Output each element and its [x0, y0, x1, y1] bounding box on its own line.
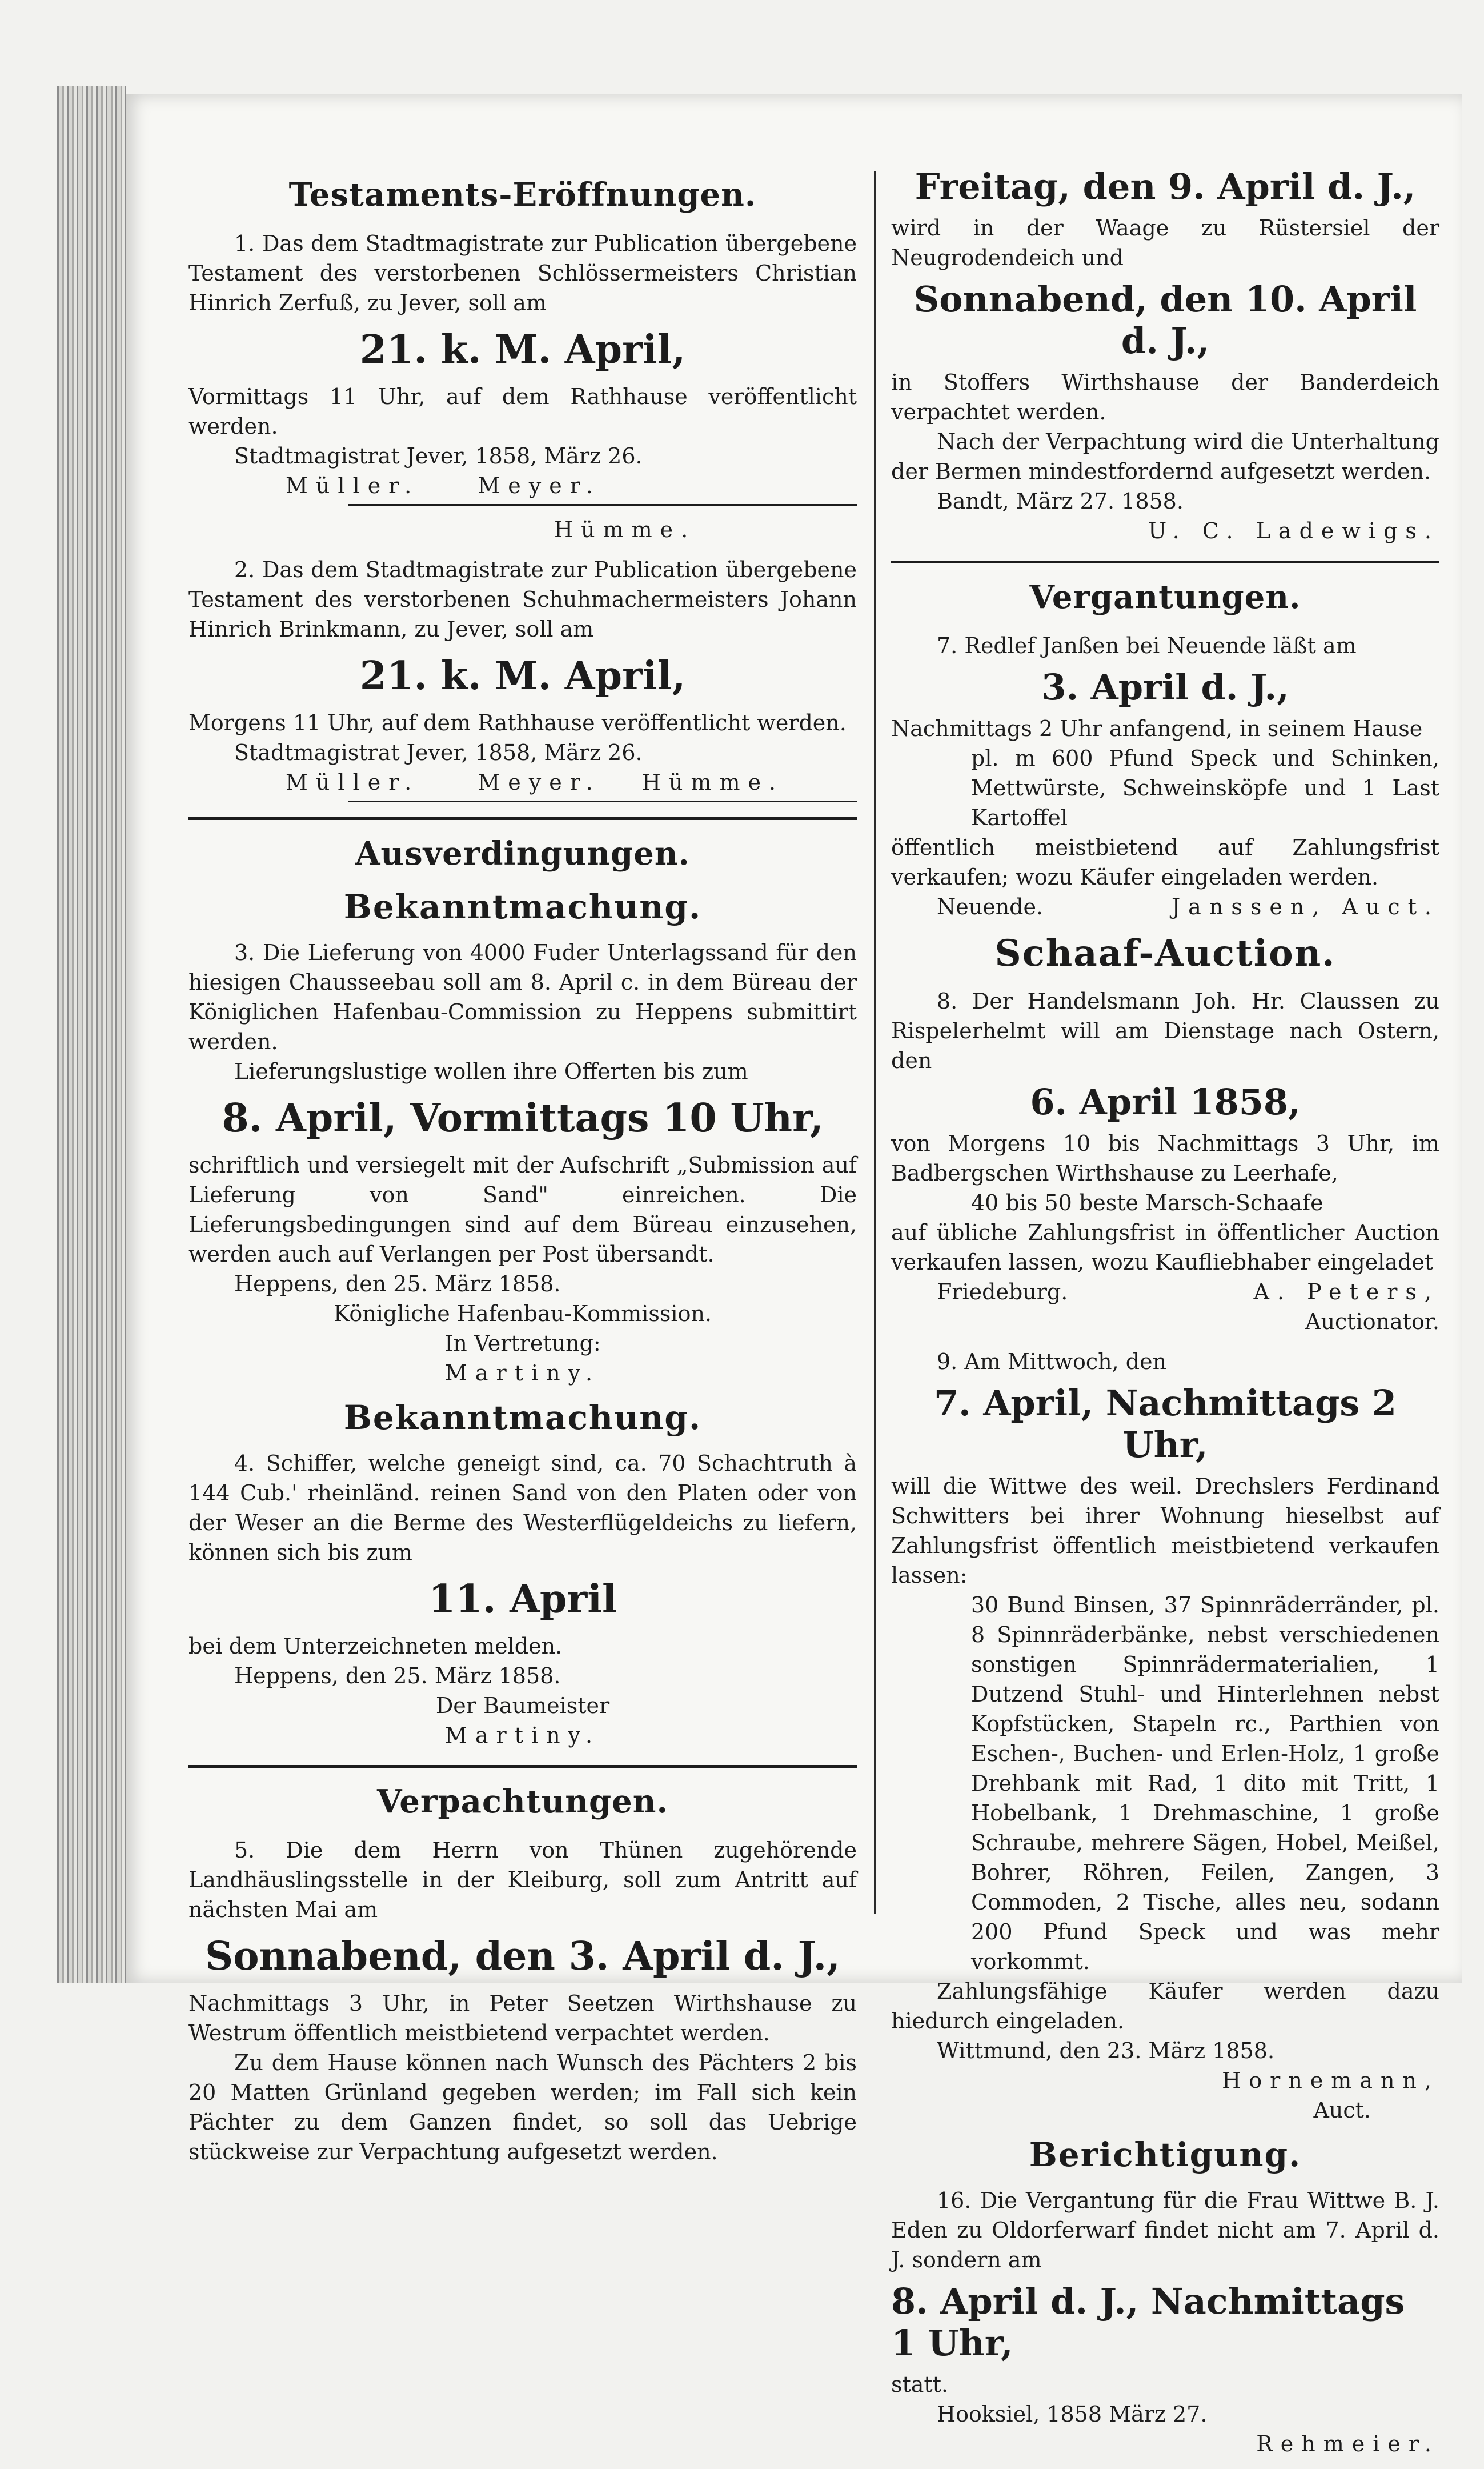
- notice-9: [891, 1347, 1439, 2125]
- column-divider: [874, 171, 876, 1914]
- notice-text: 7. Redlef Janßen bei Neuende läßt am: [937, 633, 1357, 658]
- signature: Rehmeier.: [1256, 2431, 1439, 2456]
- notice-date: 7. April, Nachmittags 2 Uhr,: [934, 1382, 1397, 1466]
- notice-repr: In Vertretung:: [444, 1331, 601, 1356]
- signature-rule: [348, 801, 857, 802]
- signature: Müller.: [286, 473, 420, 498]
- section-heading-verpachtungen: Verpachtungen.: [377, 1783, 668, 1820]
- notice-text: schriftlich und versiegelt mit der Aufschrift „Submission auf Lieferung von Sand" einreichen. Die Lieferungsbedingungen sind auf dem Büreau einzusehen, werden auch auf Verlangen per Post übersandt.: [188, 1153, 857, 1267]
- item-list: [891, 1188, 1439, 1218]
- notice-text: 9. Am Mittwoch, den: [937, 1349, 1167, 1374]
- notice-7: [891, 631, 1439, 922]
- notice-text: Vormittags 11 Uhr, auf dem Rathhause veröffentlicht werden.: [188, 384, 857, 439]
- notice-4: [188, 1448, 857, 1750]
- notice-text: Nachmittags 3 Uhr, in Peter Seetzen Wirthshause zu Westrum öffentlich meistbietend verpachtet werden.: [188, 1991, 857, 2046]
- bekanntmachung-heading: Bekanntmachung.: [343, 887, 702, 926]
- notice-place: Wittmund, den 23. März 1858.: [937, 2038, 1275, 2063]
- notice-8: [891, 986, 1439, 1336]
- berichtigung-heading: Berichtigung.: [1029, 2135, 1302, 2174]
- notice-date: 8. April d. J., Nachmittags 1 Uhr,: [891, 2280, 1405, 2364]
- items-text: pl. m 600 Pfund Speck und Schinken, Mettwürste, Schweinsköpfe und 1 Last Kartoffel: [971, 746, 1439, 830]
- signature-row: [891, 1277, 1439, 1307]
- notice-16: [891, 2186, 1439, 2459]
- notice-text: 4. Schiffer, welche geneigt sind, ca. 70 Schachtruth à 144 Cub.' rheinländ. reinen Sand von den Platen oder von der Weser an die Berme des Westerflügeldeichs zu liefern, können sich bis zum: [188, 1451, 857, 1565]
- signature-rule: [348, 504, 857, 506]
- items-text: 30 Bund Binsen, 37 Spinnräderränder, pl. 8 Spinnräderbänke, nebst verschiedenen sonstigen Spinnrädermaterialien, 1 Dutzend Stuhl- und Hinterlehnen nebst Kopfstücken, Stapeln rc., Parthien von Eschen-, Buchen- und Erlen-Holz, 1 große Drehbank mit Rad, 1 dito mit Tritt, 1 Hobelbank, 1 Drehmaschine, 1 große Schraube, mehrere Sägen, Hobel, Meißel, Bohrer, Röhren, Feilen, Zangen, 3 Commoden, 2 Tische, alles neu, sodann 200 Pfund Speck und was mehr vorkommt.: [971, 1592, 1439, 1974]
- notice-date: 21. k. M. April,: [359, 327, 686, 373]
- notice-text: will die Wittwe des weil. Drechslers Ferdinand Schwitters bei ihrer Wohnung hieselbst auf Zahlungsfrist öffentlich meistbietend verkaufen lassen:: [891, 1474, 1439, 1588]
- notice-1: [188, 229, 857, 545]
- bekanntmachung-heading: Bekanntmachung.: [343, 1398, 702, 1437]
- items-text: 40 bis 50 beste Marsch-Schaafe: [971, 1190, 1323, 1215]
- signature-title: Auctionator.: [1305, 1309, 1439, 1334]
- notice-place: Heppens, den 25. März 1858.: [234, 1271, 561, 1296]
- notice-place: Heppens, den 25. März 1858.: [234, 1663, 561, 1688]
- notice-org: Der Baumeister: [435, 1693, 610, 1718]
- notice-place: Friedeburg.: [937, 1279, 1068, 1304]
- item-list: [891, 743, 1439, 833]
- right-column: [891, 160, 1439, 2469]
- notice-org: Königliche Hafenbau-Kommission.: [334, 1301, 712, 1326]
- signature: Janssen, Auct.: [1171, 894, 1439, 919]
- notice-date: Freitag, den 9. April d. J.,: [915, 166, 1416, 207]
- schaaf-auction-heading: Schaaf-Auction.: [994, 932, 1336, 975]
- notice-text: öffentlich meistbietend auf Zahlungsfrist verkaufen; wozu Käufer eingeladen werden.: [891, 835, 1439, 890]
- section-heading-ausverdingungen: Ausverdingungen.: [355, 835, 691, 873]
- notice-text: Morgens 11 Uhr, auf dem Rathhause veröffentlicht werden.: [188, 710, 847, 735]
- notice-date: Sonnabend, den 3. April d. J.,: [205, 1934, 840, 1979]
- notice-6-continued: [891, 166, 1439, 546]
- notice-text: 2. Das dem Stadtmagistrate zur Publication übergebene Testament des verstorbenen Schuhmachermeisters Johann Hinrich Brinkmann, zu Jever, soll am: [188, 557, 857, 642]
- notice-text: 1. Das dem Stadtmagistrate zur Publication übergebene Testament des verstorbenen Schlössermeisters Christian Hinrich Zerfuß, zu Jever, soll am: [188, 231, 857, 315]
- signature: U. C. Ladewigs.: [1148, 518, 1439, 543]
- notice-place: Hooksiel, 1858 März 27.: [937, 2402, 1208, 2427]
- item-list: [891, 1590, 1439, 1976]
- notice-text: 16. Die Vergantung für die Frau Wittwe B. J. Eden zu Oldorferwarf findet nicht am 7. April d. J. sondern am: [891, 2188, 1439, 2272]
- signature: Meyer.: [478, 473, 601, 498]
- signature-row: [188, 471, 857, 501]
- notice-date: 6. April 1858,: [1030, 1081, 1301, 1123]
- section-heading-vergantungen: Vergantungen.: [1029, 578, 1301, 616]
- notice-text: auf übliche Zahlungsfrist in öffentlicher Auction verkaufen lassen, wozu Kaufliebhaber eingeladet: [891, 1220, 1439, 1275]
- left-column: [188, 166, 857, 2177]
- notice-text: wird in der Waage zu Rüstersiel der Neugrodendeich und: [891, 215, 1439, 270]
- section-rule: [891, 561, 1439, 563]
- signature-title: Auct.: [1313, 2098, 1371, 2123]
- notice-text: in Stoffers Wirthshause der Banderdeich verpachtet werden.: [891, 370, 1439, 425]
- signature: Müller.: [286, 770, 420, 795]
- section-rule: [188, 1765, 857, 1768]
- signature: Meyer.: [478, 770, 601, 795]
- section-heading-testaments: Testaments-Eröffnungen.: [288, 176, 757, 214]
- notice-place: Stadtmagistrat Jever, 1858, März 26.: [234, 740, 643, 765]
- signature: Hornemann,: [1222, 2068, 1439, 2093]
- notice-text: Nachmittags 2 Uhr anfangend, in seinem Hause: [891, 716, 1423, 741]
- notice-text: Zahlungsfähige Käufer werden dazu hiedurch eingeladen.: [891, 1979, 1439, 2034]
- notice-text: von Morgens 10 bis Nachmittags 3 Uhr, im Badbergschen Wirthshause zu Leerhafe,: [891, 1131, 1439, 1186]
- notice-text: Zu dem Hause können nach Wunsch des Pächters 2 bis 20 Matten Grünland gegeben werden; im Fall sich kein Pächter zu dem Ganzen findet, so soll das Uebrige stückweise zur Verpachtung aufgesetzt werden.: [188, 2050, 857, 2164]
- notice-date: 8. April, Vormittags 10 Uhr,: [222, 1095, 824, 1141]
- signature: Hümme.: [641, 770, 784, 795]
- notice-text: 5. Die dem Herrn von Thünen zugehörende Landhäuslingsstelle in der Kleiburg, soll zum Antritt auf nächsten Mai am: [188, 1838, 857, 1922]
- section-rule: [188, 817, 857, 820]
- notice-place: Neuende.: [937, 894, 1044, 919]
- signature: Hümme.: [554, 517, 696, 542]
- notice-text: 8. Der Handelsmann Joh. Hr. Claussen zu Rispelerhelmt will am Dienstage nach Ostern, den: [891, 989, 1439, 1073]
- signature: Martiny.: [444, 1360, 601, 1386]
- signature-row: [891, 892, 1439, 922]
- notice-text: Nach der Verpachtung wird die Unterhaltung der Bermen mindestfordernd aufgesetzt werden.: [891, 429, 1439, 484]
- notice-date: 21. k. M. April,: [359, 653, 686, 699]
- notice-3: [188, 938, 857, 1388]
- page-stack-edge: [57, 86, 126, 1983]
- notice-text: 3. Die Lieferung von 4000 Fuder Unterlagssand für den hiesigen Chausseebau soll am 8. April c. in dem Büreau der Königlichen Hafenbau-Commission zu Heppens submittirt werden.: [188, 940, 857, 1054]
- notice-text: statt.: [891, 2372, 949, 2397]
- notice-date: Sonnabend, den 10. April d. J.,: [913, 278, 1417, 362]
- notice-place: Bandt, März 27. 1858.: [937, 489, 1184, 514]
- notice-text: Lieferungslustige wollen ihre Offerten bis zum: [234, 1059, 748, 1084]
- notice-text: bei dem Unterzeichneten melden.: [188, 1634, 563, 1659]
- signature: Martiny.: [444, 1723, 601, 1748]
- signature-row: [188, 767, 857, 797]
- notice-date: 11. April: [428, 1576, 617, 1622]
- signature: A. Peters,: [1253, 1279, 1439, 1304]
- notice-5: [188, 1835, 857, 2167]
- notice-2: [188, 555, 857, 802]
- notice-date: 3. April d. J.,: [1041, 666, 1289, 708]
- notice-place: Stadtmagistrat Jever, 1858, März 26.: [234, 443, 643, 469]
